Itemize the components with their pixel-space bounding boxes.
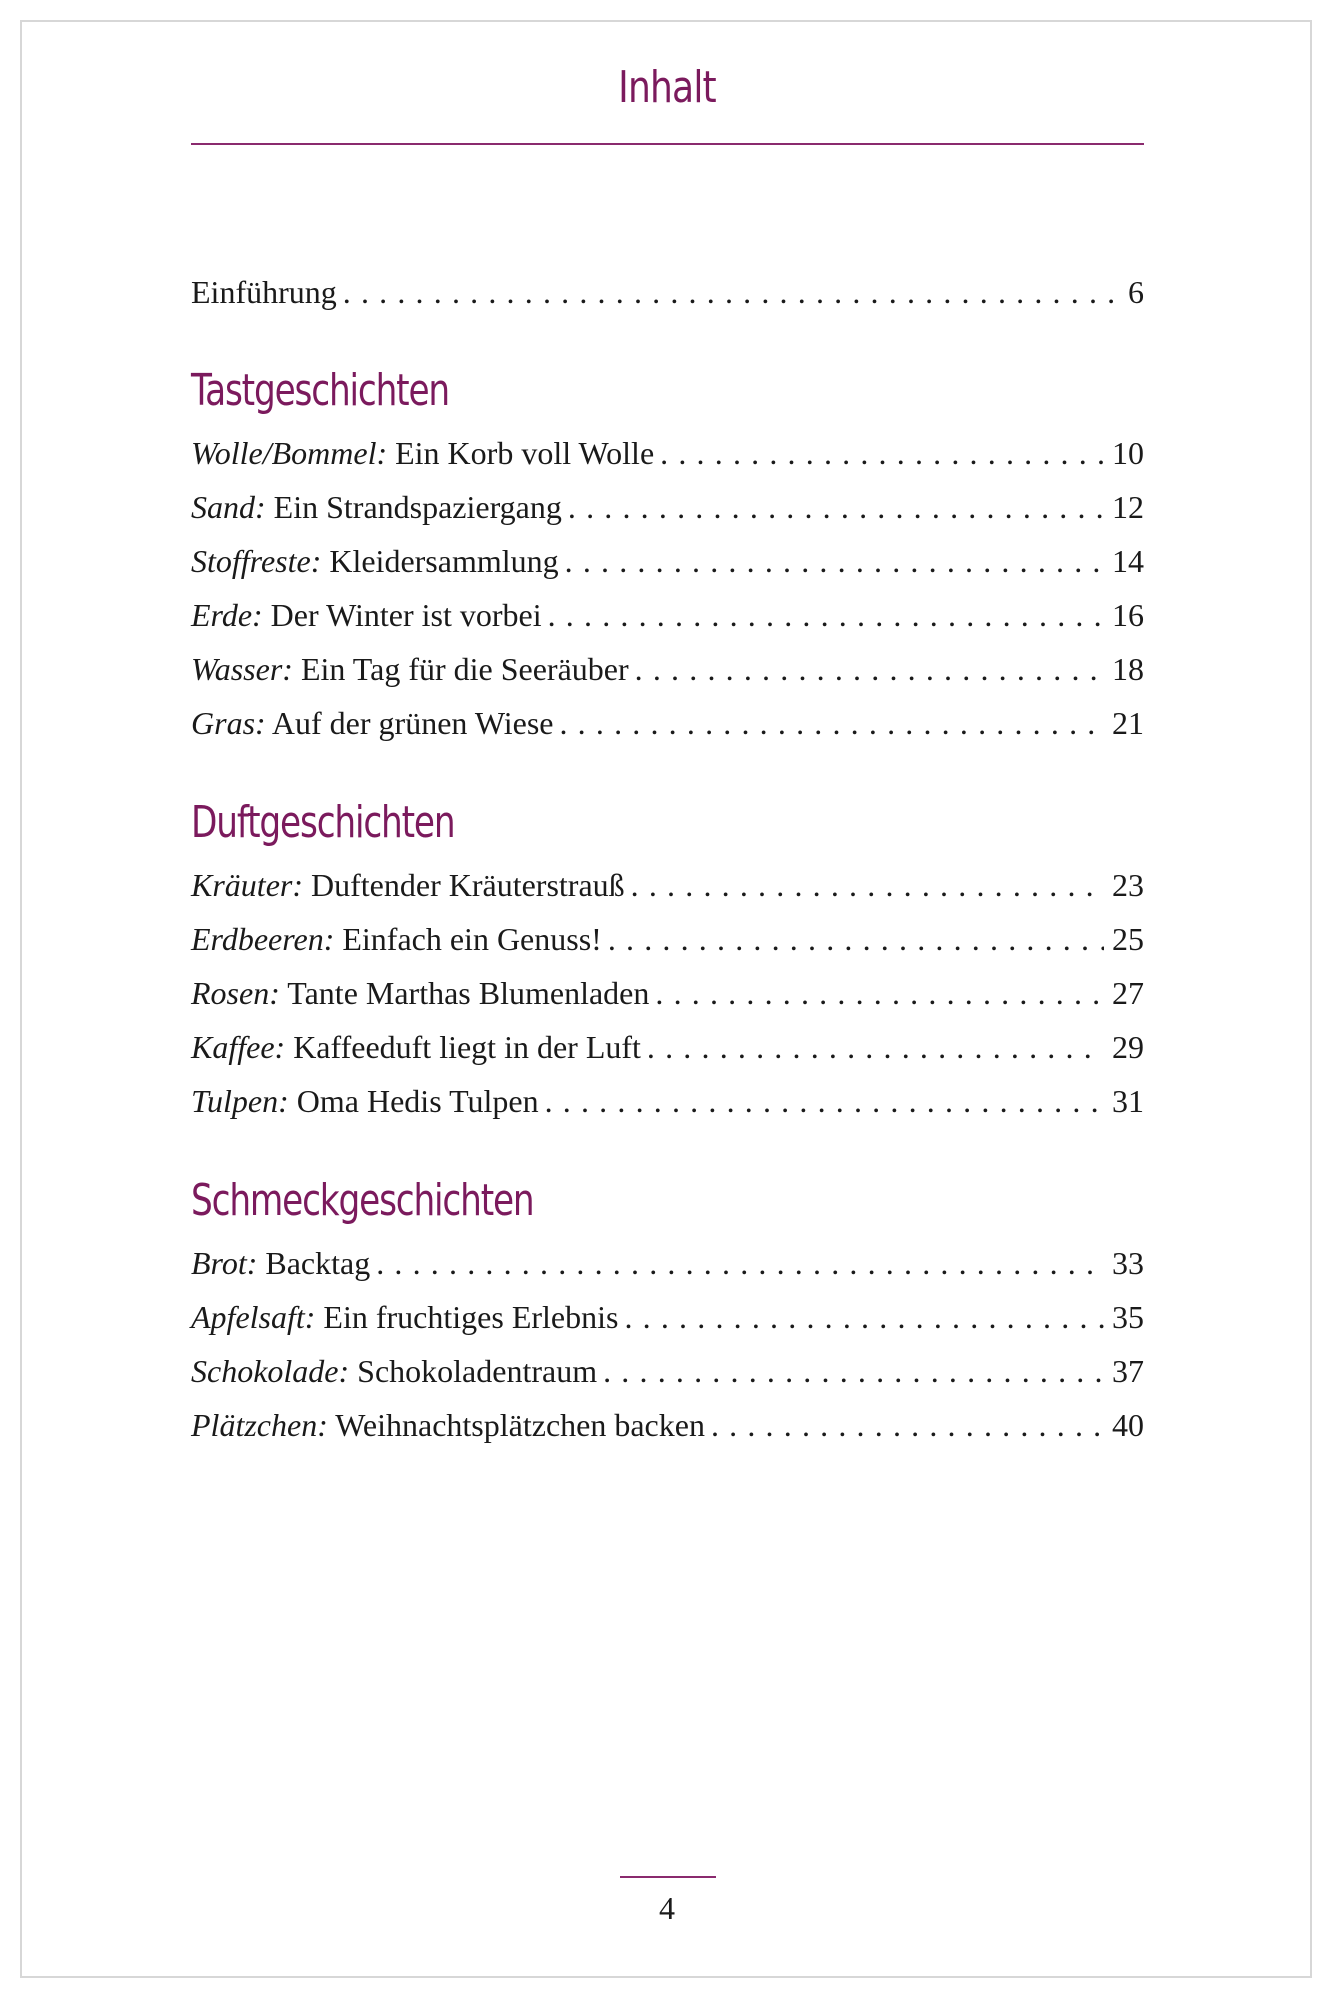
- toc-entry[interactable]: [191, 1238, 1144, 1288]
- toc-entry-subject: Wasser:: [191, 651, 293, 687]
- section-heading-duftgeschichten: Duftgeschichten: [191, 797, 455, 848]
- toc-entry-subject: Kaffee:: [191, 1029, 286, 1065]
- page-number: 4: [659, 1890, 675, 1926]
- toc-page-number: 12: [1112, 489, 1144, 525]
- toc-entry[interactable]: [191, 968, 1144, 1018]
- toc-entry-subject: Tulpen:: [191, 1083, 289, 1119]
- toc-page-number: 14: [1112, 543, 1144, 579]
- dot-leader: [568, 482, 1104, 532]
- toc-entry-subject: Sand:: [191, 489, 266, 525]
- toc-page-number: 18: [1112, 651, 1144, 687]
- toc-entry-title: Kleidersammlung: [329, 543, 559, 579]
- toc-entry[interactable]: [191, 1292, 1144, 1342]
- toc-entry-subject: Schokolade:: [191, 1353, 350, 1389]
- toc-entry[interactable]: [191, 1076, 1144, 1126]
- toc-entry-title: Ein fruchtiges Erlebnis: [323, 1299, 619, 1335]
- toc-page-number: 35: [1112, 1299, 1144, 1335]
- toc-entry-title: Schokoladentraum: [357, 1353, 598, 1389]
- toc-entry[interactable]: [191, 1400, 1144, 1450]
- toc-entry-subject: Kräuter:: [191, 867, 303, 903]
- dot-leader: [655, 968, 1104, 1018]
- dot-leader: [376, 1238, 1104, 1288]
- toc-entry-subject: Erde:: [191, 597, 263, 633]
- toc-entry[interactable]: [191, 428, 1144, 478]
- toc-entry-title: Duftender Kräuterstrauß: [311, 867, 625, 903]
- dot-leader: [548, 590, 1104, 640]
- toc-entry[interactable]: [191, 860, 1144, 910]
- toc-entry-subject: Erdbeeren:: [191, 921, 335, 957]
- toc-page-number: 16: [1112, 597, 1144, 633]
- toc-entry-subject: Plätzchen:: [191, 1407, 328, 1443]
- toc-entry-subject: Apfelsaft:: [191, 1299, 316, 1335]
- toc-entry[interactable]: [191, 1022, 1144, 1072]
- toc-page-number: 23: [1112, 867, 1144, 903]
- toc-page-number: 33: [1112, 1245, 1144, 1281]
- toc-entry[interactable]: [191, 1346, 1144, 1396]
- toc-entry-title: Ein Tag für die Seeräuber: [300, 651, 629, 687]
- toc-entry-title: Kaffeeduft liegt in der Luft: [293, 1029, 641, 1065]
- title-divider: [191, 143, 1144, 145]
- toc-entry-title: Oma Hedis Tulpen: [296, 1083, 539, 1119]
- toc-entry-title: Weihnachtsplätzchen backen: [335, 1407, 705, 1443]
- section-heading-tastgeschichten: Tastgeschichten: [191, 365, 449, 416]
- dot-leader: [631, 860, 1104, 910]
- toc-page-number: 27: [1112, 975, 1144, 1011]
- dot-leader: [711, 1400, 1104, 1450]
- toc-page-number: 21: [1112, 705, 1144, 741]
- toc-entry-subject: Brot:: [191, 1245, 258, 1281]
- toc-entry-subject: Wolle/Bommel:: [191, 435, 388, 471]
- dot-leader: [635, 644, 1104, 694]
- toc-entry-intro[interactable]: [191, 267, 1144, 317]
- dot-leader: [559, 698, 1104, 748]
- toc-entry[interactable]: [191, 590, 1144, 640]
- toc-page-number: 31: [1112, 1083, 1144, 1119]
- toc-entry-title: Der Winter ist vorbei: [270, 597, 542, 633]
- dot-leader: [343, 267, 1120, 317]
- dot-leader: [565, 536, 1104, 586]
- toc-page-number: 37: [1112, 1353, 1144, 1389]
- dot-leader: [603, 1346, 1104, 1396]
- dot-leader: [624, 1292, 1104, 1342]
- toc-entry-title: Tante Marthas Blumenladen: [287, 975, 650, 1011]
- toc-entry-title: Ein Strandspaziergang: [273, 489, 562, 525]
- dot-leader: [545, 1076, 1104, 1126]
- toc-entry-subject: Gras:: [191, 705, 266, 741]
- dot-leader: [660, 428, 1104, 478]
- toc-page-number: 10: [1112, 435, 1144, 471]
- toc-entry[interactable]: [191, 482, 1144, 532]
- dot-leader: [647, 1022, 1104, 1072]
- toc-entry-title: Einfach ein Genuss!: [342, 921, 602, 957]
- toc-entry[interactable]: [191, 914, 1144, 964]
- toc-page-number: 29: [1112, 1029, 1144, 1065]
- toc-entry[interactable]: [191, 698, 1144, 748]
- toc-page-number: 6: [1128, 274, 1144, 310]
- toc-page-number: 25: [1112, 921, 1144, 957]
- toc-entry-title: Einführung: [191, 274, 337, 310]
- page-title: Inhalt: [618, 62, 716, 113]
- toc-entry-subject: Stoffreste:: [191, 543, 322, 579]
- toc-entry-title: Backtag: [265, 1245, 371, 1281]
- toc-entry-title: Ein Korb voll Wolle: [395, 435, 655, 471]
- toc-page-number: 40: [1112, 1407, 1144, 1443]
- toc-entry[interactable]: [191, 536, 1144, 586]
- toc-entry-subject: Rosen:: [191, 975, 280, 1011]
- section-heading-schmeckgeschichten: Schmeckgeschichten: [191, 1175, 534, 1226]
- toc-entry-title: Auf der grünen Wiese: [271, 705, 554, 741]
- footer-divider: [620, 1876, 716, 1878]
- toc-entry[interactable]: [191, 644, 1144, 694]
- dot-leader: [608, 914, 1104, 964]
